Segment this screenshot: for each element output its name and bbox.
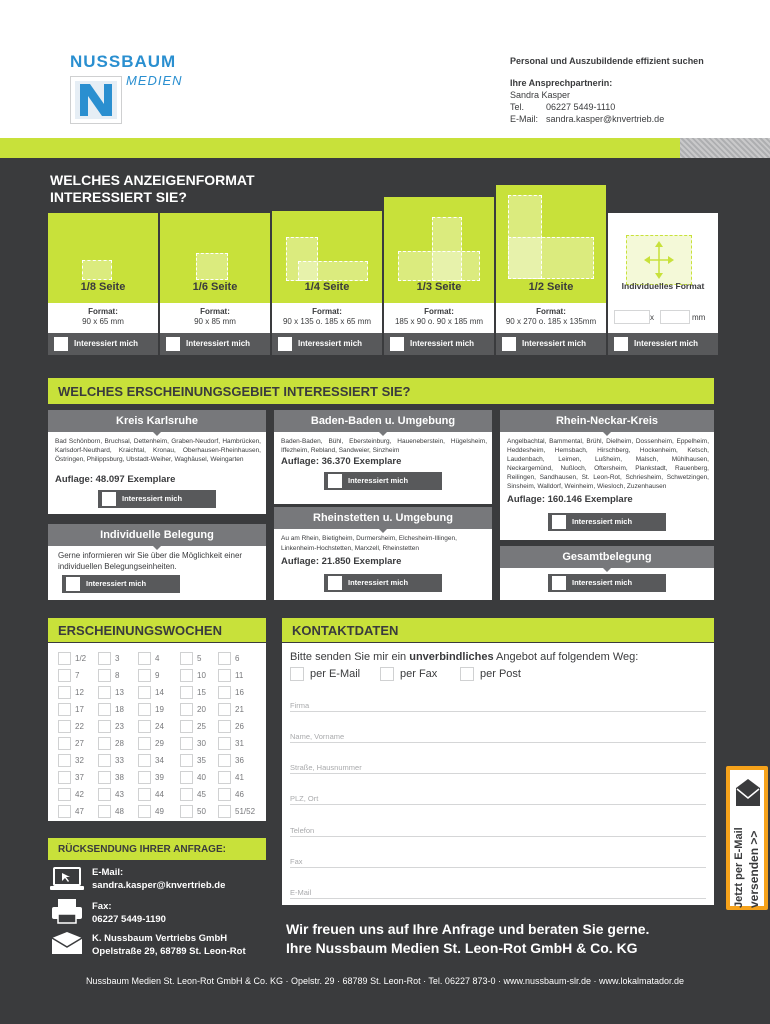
- region-rhein-neckar-interest[interactable]: [548, 513, 666, 531]
- format-label: Format:: [200, 307, 230, 316]
- return-email: [92, 866, 225, 892]
- interest-label: Interessiert mich: [348, 578, 409, 587]
- format-size: 90 x 65 mm: [82, 317, 124, 326]
- contact-name: Sandra Kasper: [510, 90, 571, 100]
- interest-checkbox[interactable]: [54, 337, 68, 351]
- week-label: 23: [115, 722, 124, 731]
- week-checkbox[interactable]: [98, 754, 111, 767]
- week-checkbox[interactable]: [58, 754, 71, 767]
- format-name: 1/3 Seite: [416, 281, 462, 293]
- week-label: 33: [115, 756, 124, 765]
- week-label: 24: [155, 722, 164, 731]
- week-label: 6: [235, 654, 240, 663]
- week-label: 41: [235, 773, 244, 782]
- week-checkbox[interactable]: [98, 788, 111, 801]
- region-individual-interest[interactable]: [62, 575, 180, 593]
- week-label: 1/2: [75, 654, 87, 663]
- logo-wordmark: NUSSBAUM: [70, 52, 177, 71]
- contact-panel: [282, 643, 714, 905]
- interest-label: Interessiert mich: [634, 339, 699, 348]
- format-name: 1/8 Seite: [80, 281, 126, 293]
- week-label: 17: [75, 705, 84, 714]
- week-label: 11: [235, 671, 244, 680]
- week-label: 47: [75, 807, 84, 816]
- week-checkbox[interactable]: [180, 652, 193, 665]
- format-size: 185 x 90 o. 90 x 185 mm: [394, 317, 484, 326]
- interest-label: Interessiert mich: [348, 476, 409, 485]
- format-label: Format:: [424, 307, 454, 316]
- week-label: 3: [115, 654, 120, 663]
- week-label: 48: [115, 807, 124, 816]
- week-label: 19: [155, 705, 164, 714]
- option-post-checkbox[interactable]: [460, 667, 474, 681]
- option-fax-label: per Fax: [400, 668, 438, 680]
- region-karlsruhe-interest[interactable]: [98, 490, 216, 508]
- week-checkbox[interactable]: [138, 703, 151, 716]
- region-rheinstetten-title: Rheinstetten u. Umgebung: [274, 507, 492, 529]
- week-checkbox[interactable]: [58, 771, 71, 784]
- week-checkbox[interactable]: [58, 720, 71, 733]
- region-rhein-neckar-circulation: Auflage: 160.146 Exemplare: [507, 494, 633, 505]
- contact-heading: Ihre Ansprechpartnerin:: [510, 78, 613, 88]
- region-individual-text: Gerne informieren wir Sie über die Möglichkeit einer individuellen Belegungseinheiten.: [58, 551, 243, 571]
- format-size-box: [384, 303, 494, 333]
- week-checkbox[interactable]: [58, 703, 71, 716]
- thanks-line1: Wir freuen uns auf Ihre Anfrage und beraten Sie gerne.: [286, 921, 650, 937]
- interest-checkbox[interactable]: [102, 492, 116, 506]
- format-card-1-3: [384, 185, 494, 355]
- option-email-checkbox[interactable]: [290, 667, 304, 681]
- contact-person-block: [510, 55, 750, 125]
- logo-n-icon: [70, 76, 122, 124]
- contact-intro: [290, 651, 638, 663]
- dimension-unit: mm: [692, 313, 706, 322]
- footer: Nussbaum Medien St. Leon-Rot GmbH & Co. KG · Opelstr. 29 · 68789 St. Leon-Rot · Tel. 06227 873-0 · www.nussbaum-slr.de · www.lokalmatador.de: [85, 976, 685, 986]
- week-label: 18: [115, 705, 124, 714]
- week-label: 49: [155, 807, 164, 816]
- week-checkbox[interactable]: [138, 737, 151, 750]
- week-label: 37: [75, 773, 84, 782]
- format-label: Format:: [536, 307, 566, 316]
- format-interest-row[interactable]: [272, 333, 382, 355]
- week-label: 9: [155, 671, 160, 680]
- week-label: 28: [115, 739, 124, 748]
- week-label: 7: [75, 671, 80, 680]
- interest-label: Interessiert mich: [74, 339, 139, 348]
- region-baden-title: Baden-Baden u. Umgebung: [274, 410, 492, 432]
- week-checkbox[interactable]: [98, 703, 111, 716]
- envelope-icon: [50, 930, 84, 956]
- format-name: 1/4 Seite: [304, 281, 350, 293]
- interest-checkbox[interactable]: [328, 576, 342, 590]
- interest-label: Interessiert mich: [410, 339, 475, 348]
- week-checkbox[interactable]: [218, 771, 231, 784]
- interest-checkbox[interactable]: [390, 337, 404, 351]
- week-label: 12: [75, 688, 84, 697]
- week-checkbox[interactable]: [138, 669, 151, 682]
- week-label: 29: [155, 739, 164, 748]
- region-section-title: WELCHES ERSCHEINUNGSGEBIET INTERESSIERT SIE?: [48, 378, 714, 404]
- option-fax-checkbox[interactable]: [380, 667, 394, 681]
- format-size: 90 x 85 mm: [194, 317, 236, 326]
- return-fax-value: 06227 5449-1190: [92, 914, 166, 925]
- region-karlsruhe-towns: Bad Schönborn, Bruchsal, Dettenheim, Graben-Neudorf, Hambrücken, Karlsdorf-Neuthard, Kraichtal, Kronau, Oberhausen-Rheinhausen, Östringen, Philippsburg, Ubstadt-Weiher, Waghäusel, Weingarten: [55, 438, 261, 463]
- weeks-section-title: ERSCHEINUNGSWOCHEN: [48, 618, 266, 642]
- pattern-bar: [680, 138, 770, 158]
- week-label: 51/52: [235, 807, 256, 816]
- return-post: [92, 932, 246, 958]
- format-area-box-alt: [298, 261, 368, 281]
- interest-label: Interessiert mich: [572, 517, 633, 526]
- week-label: 20: [197, 705, 206, 714]
- format-card-1-2: [496, 185, 606, 355]
- return-email-label: E-Mail:: [92, 867, 124, 878]
- format-interest-row[interactable]: [496, 333, 606, 355]
- week-label: 30: [197, 739, 206, 748]
- thanks-message: [286, 920, 649, 958]
- return-post-address: Opelstraße 29, 68789 St. Leon-Rot: [92, 946, 246, 957]
- fax-icon: [50, 898, 84, 924]
- week-label: 31: [235, 739, 244, 748]
- region-karlsruhe-circulation: Auflage: 48.097 Exemplare: [55, 474, 176, 485]
- week-checkbox[interactable]: [218, 737, 231, 750]
- week-label: 34: [155, 756, 164, 765]
- week-label: 8: [115, 671, 120, 680]
- week-checkbox[interactable]: [98, 652, 111, 665]
- format-area-box: [82, 260, 112, 280]
- interest-checkbox[interactable]: [66, 577, 80, 591]
- region-rheinstetten-circulation: Auflage: 21.850 Exemplare: [281, 556, 402, 567]
- field-street[interactable]: Straße, Hausnummer: [290, 752, 706, 774]
- region-rhein-neckar-towns: Angelbachtal, Bammental, Brühl, Dielheim, Dossenheim, Eppelheim, Heddesheim, Hemsbach, Hirschberg, Hockenheim, Ketsch, Laudenbach, Leimen, Lußheim, Malsch, Mühlhausen, Neckargemünd, Nußloch, Oftersheim, Plankstadt, Rauenberg, Reilingen, Sandhausen, St. Leon-Rot, Schriesheim, Schwetzingen, Sinsheim, Walldorf, Weinheim, Wiesloch, Zuzenhausen: [507, 438, 709, 490]
- week-checkbox[interactable]: [138, 754, 151, 767]
- field-phone[interactable]: Telefon: [290, 815, 706, 837]
- week-label: 36: [235, 756, 244, 765]
- send-text: [730, 816, 766, 908]
- week-checkbox[interactable]: [138, 771, 151, 784]
- week-checkbox[interactable]: [180, 771, 193, 784]
- region-rheinstetten-interest[interactable]: [324, 574, 442, 592]
- format-card-individual: [608, 185, 718, 355]
- week-checkbox[interactable]: [98, 805, 111, 818]
- interest-checkbox[interactable]: [552, 576, 566, 590]
- return-email-value[interactable]: sandra.kasper@knvertrieb.de: [92, 880, 226, 891]
- week-label: 44: [155, 790, 164, 799]
- week-checkbox[interactable]: [98, 771, 111, 784]
- week-checkbox[interactable]: [218, 703, 231, 716]
- intro-bold: unverbindliches: [409, 651, 494, 663]
- region-karlsruhe-title: Kreis Karlsruhe: [48, 410, 266, 432]
- format-size-box: [496, 303, 606, 333]
- format-card-1-8: [48, 185, 158, 355]
- return-fax-label: Fax:: [92, 901, 112, 912]
- week-label: 25: [197, 722, 206, 731]
- email-label: E-Mail:: [510, 114, 539, 124]
- format-name: 1/2 Seite: [528, 281, 574, 293]
- week-checkbox[interactable]: [180, 805, 193, 818]
- week-label: 22: [75, 722, 84, 731]
- week-checkbox[interactable]: [218, 805, 231, 818]
- thanks-line2: Ihre Nussbaum Medien St. Leon-Rot GmbH & Co. KG: [286, 940, 638, 956]
- week-checkbox[interactable]: [218, 754, 231, 767]
- week-checkbox[interactable]: [58, 669, 71, 682]
- week-checkbox[interactable]: [180, 686, 193, 699]
- format-title-line2: INTERESSIERT SIE?: [50, 189, 187, 205]
- field-firma[interactable]: Firma: [290, 690, 706, 712]
- format-interest-row[interactable]: [48, 333, 158, 355]
- send-email-button[interactable]: [726, 766, 768, 910]
- week-checkbox[interactable]: [98, 686, 111, 699]
- format-interest-row[interactable]: [608, 333, 718, 355]
- format-label: Format:: [88, 307, 118, 316]
- week-checkbox[interactable]: [218, 669, 231, 682]
- week-checkbox[interactable]: [58, 737, 71, 750]
- tel-label: Tel.: [510, 102, 525, 112]
- week-label: 14: [155, 688, 164, 697]
- tagline: Personal und Auszubildende effizient suchen: [510, 56, 704, 66]
- interest-checkbox[interactable]: [552, 515, 566, 529]
- week-label: 4: [155, 654, 160, 663]
- option-email-label: per E-Mail: [310, 668, 361, 680]
- week-checkbox[interactable]: [180, 703, 193, 716]
- accent-bar: [0, 138, 680, 158]
- region-baden-circulation: Auflage: 36.370 Exemplare: [281, 456, 402, 467]
- interest-checkbox[interactable]: [614, 337, 628, 351]
- dimension-separator: x: [650, 313, 654, 322]
- region-rheinstetten-towns: Au am Rhein, Bietigheim, Durmersheim, Elchesheim-Illingen, Linkenheim-Hochstetten, Marxzell, Rheinstetten: [281, 535, 457, 552]
- week-label: 16: [235, 688, 244, 697]
- week-checkbox[interactable]: [98, 720, 111, 733]
- send-line1: Jetzt per E-Mail: [733, 827, 745, 908]
- week-checkbox[interactable]: [180, 754, 193, 767]
- week-checkbox[interactable]: [180, 720, 193, 733]
- week-checkbox[interactable]: [218, 720, 231, 733]
- format-size: 90 x 270 o. 185 x 135mm: [505, 317, 597, 326]
- resize-arrows-icon: [644, 241, 674, 279]
- week-label: 35: [197, 756, 206, 765]
- return-section-title: RÜCKSENDUNG IHRER ANFRAGE:: [48, 838, 266, 860]
- laptop-icon: [50, 866, 84, 892]
- week-label: 21: [235, 705, 244, 714]
- week-label: 5: [197, 654, 202, 663]
- region-total-title: Gesamtbelegung: [500, 546, 714, 568]
- interest-checkbox[interactable]: [502, 337, 516, 351]
- week-label: 42: [75, 790, 84, 799]
- format-size-box: [272, 303, 382, 333]
- interest-label: Interessiert mich: [298, 339, 363, 348]
- format-area-box-alt: [432, 217, 462, 281]
- week-checkbox[interactable]: [138, 686, 151, 699]
- return-fax: [92, 900, 166, 926]
- field-plz-ort[interactable]: PLZ, Ort: [290, 783, 706, 805]
- logo-subtitle: MEDIEN: [126, 73, 183, 88]
- format-name: 1/6 Seite: [192, 281, 238, 293]
- week-checkbox[interactable]: [98, 737, 111, 750]
- interest-checkbox[interactable]: [328, 474, 342, 488]
- interest-checkbox[interactable]: [278, 337, 292, 351]
- field-fax[interactable]: Fax: [290, 846, 706, 868]
- week-checkbox[interactable]: [218, 686, 231, 699]
- return-post-name: K. Nussbaum Vertriebs GmbH: [92, 933, 228, 944]
- field-email[interactable]: E-Mail: [290, 877, 706, 899]
- week-label: 46: [235, 790, 244, 799]
- week-label: 43: [115, 790, 124, 799]
- week-checkbox[interactable]: [58, 652, 71, 665]
- week-checkbox[interactable]: [180, 737, 193, 750]
- contact-section-title: KONTAKTDATEN: [282, 618, 714, 642]
- week-checkbox[interactable]: [218, 652, 231, 665]
- option-post-label: per Post: [480, 668, 521, 680]
- width-input[interactable]: [614, 310, 650, 324]
- format-area-box: [196, 253, 228, 280]
- region-individual-title: Individuelle Belegung: [48, 524, 266, 546]
- week-checkbox[interactable]: [138, 805, 151, 818]
- week-label: 45: [197, 790, 206, 799]
- format-size-box: [160, 303, 270, 333]
- week-checkbox[interactable]: [138, 652, 151, 665]
- send-line2: versenden >>: [747, 830, 761, 908]
- format-size-box: [48, 303, 158, 333]
- week-checkbox[interactable]: [218, 788, 231, 801]
- format-area-box-alt: [508, 237, 594, 279]
- week-checkbox[interactable]: [180, 669, 193, 682]
- region-rhein-neckar-title: Rhein-Neckar-Kreis: [500, 410, 714, 432]
- week-label: 32: [75, 756, 84, 765]
- email-value[interactable]: sandra.kasper@knvertrieb.de: [546, 114, 665, 124]
- week-checkbox[interactable]: [180, 788, 193, 801]
- format-label: Format:: [312, 307, 342, 316]
- interest-label: Interessiert mich: [186, 339, 251, 348]
- interest-label: Interessiert mich: [572, 578, 633, 587]
- format-interest-row[interactable]: [160, 333, 270, 355]
- week-label: 40: [197, 773, 206, 782]
- region-total-interest[interactable]: [548, 574, 666, 592]
- format-card-1-4: [272, 185, 382, 355]
- week-checkbox[interactable]: [138, 720, 151, 733]
- interest-label: Interessiert mich: [522, 339, 587, 348]
- week-label: 10: [197, 671, 206, 680]
- format-interest-row[interactable]: [384, 333, 494, 355]
- interest-label: Interessiert mich: [86, 579, 147, 588]
- send-envelope-icon: [734, 776, 762, 810]
- week-label: 13: [115, 688, 124, 697]
- field-name[interactable]: Name, Vorname: [290, 721, 706, 743]
- format-size: 90 x 135 o. 185 x 65 mm: [282, 317, 372, 326]
- intro-text-end: Angebot auf folgendem Weg:: [493, 651, 639, 663]
- week-checkbox[interactable]: [58, 788, 71, 801]
- intro-text: Bitte senden Sie mir ein: [290, 651, 410, 663]
- interest-checkbox[interactable]: [166, 337, 180, 351]
- week-label: 50: [197, 807, 206, 816]
- week-label: 38: [115, 773, 124, 782]
- week-checkbox[interactable]: [58, 686, 71, 699]
- format-card-1-6: [160, 185, 270, 355]
- week-label: 39: [155, 773, 164, 782]
- week-checkbox[interactable]: [58, 805, 71, 818]
- week-label: 15: [197, 688, 206, 697]
- tel-value: 06227 5449-1110: [546, 102, 616, 112]
- region-baden-towns: Baden-Baden, Bühl, Ebersteinburg, Haueneberstein, Hügelsheim, Iffezheim, Rebland, Sandweier, Sinzheim: [281, 438, 487, 454]
- week-checkbox[interactable]: [138, 788, 151, 801]
- week-label: 26: [235, 722, 244, 731]
- height-input[interactable]: [660, 310, 690, 324]
- format-title-line1: WELCHES ANZEIGENFORMAT: [50, 172, 255, 188]
- week-label: 27: [75, 739, 84, 748]
- format-size-box: [608, 303, 718, 333]
- week-checkbox[interactable]: [98, 669, 111, 682]
- region-baden-interest[interactable]: [324, 472, 442, 490]
- format-name: Individuelles Format: [621, 281, 705, 291]
- interest-label: Interessiert mich: [122, 494, 183, 503]
